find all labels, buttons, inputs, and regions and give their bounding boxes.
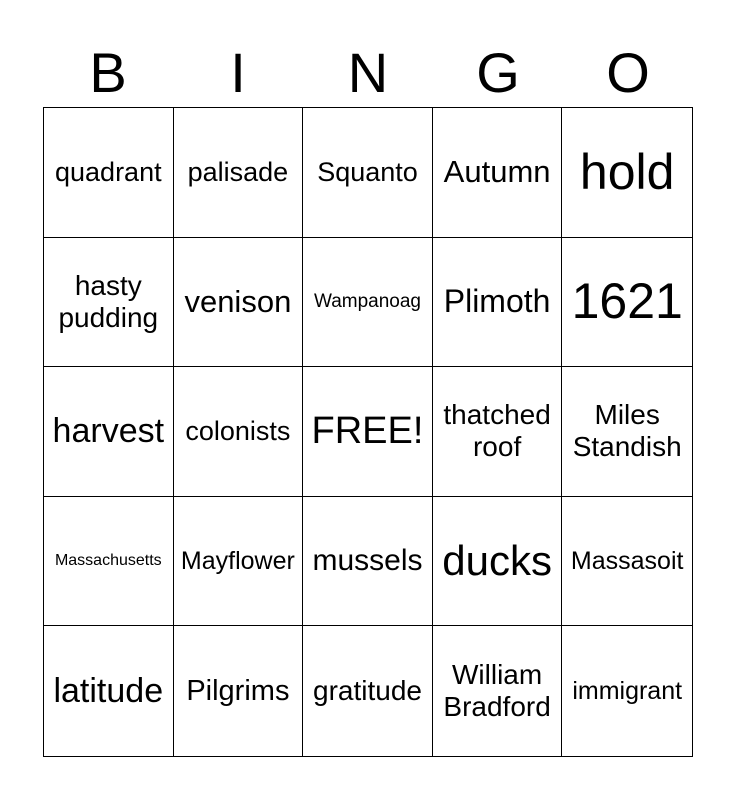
bingo-cell[interactable]: [433, 497, 563, 627]
cell-text: Miles Standish: [572, 399, 682, 463]
bingo-cell[interactable]: [433, 238, 563, 368]
cell-text: Squanto: [317, 156, 418, 187]
cell-text: Massasoit: [570, 546, 684, 575]
cell-text: latitude: [53, 671, 164, 710]
bingo-header: [43, 38, 693, 108]
cell-text: Plimoth: [443, 283, 551, 320]
bingo-cell[interactable]: [433, 108, 563, 238]
bingo-cell[interactable]: [562, 497, 692, 627]
bingo-cell[interactable]: [174, 626, 304, 756]
bingo-cell[interactable]: [562, 367, 692, 497]
bingo-cell[interactable]: [44, 626, 174, 756]
cell-text: Mayflower: [180, 546, 295, 575]
bingo-cell[interactable]: [44, 497, 174, 627]
cell-text: colonists: [185, 415, 291, 446]
cell-text: venison: [184, 284, 292, 320]
bingo-cell[interactable]: [562, 108, 692, 238]
bingo-cell[interactable]: [562, 626, 692, 756]
cell-text: hasty pudding: [58, 269, 159, 333]
bingo-cell[interactable]: [44, 108, 174, 238]
cell-text: thatched roof: [443, 399, 551, 463]
cell-text: quadrant: [55, 156, 162, 187]
bingo-cell[interactable]: [433, 626, 563, 756]
bingo-cell[interactable]: [433, 367, 563, 497]
bingo-cell[interactable]: [44, 238, 174, 368]
header-letter-o: O: [606, 41, 650, 104]
cell-text: Massachusetts: [54, 551, 162, 569]
cell-text: Wampanoag: [313, 290, 421, 312]
bingo-cell[interactable]: [562, 238, 692, 368]
cell-text: Pilgrims: [186, 674, 290, 707]
cell-text: Autumn: [443, 154, 551, 190]
bingo-cell[interactable]: [174, 497, 304, 627]
cell-text: immigrant: [572, 676, 683, 705]
header-letter-b: B: [89, 41, 127, 104]
cell-text: William Bradford: [443, 659, 551, 723]
header-letter-n: N: [347, 41, 389, 104]
bingo-grid: [43, 107, 693, 757]
cell-text: mussels: [312, 543, 423, 577]
bingo-cell[interactable]: [303, 108, 433, 238]
bingo-cell[interactable]: [174, 108, 304, 238]
bingo-cell[interactable]: [174, 367, 304, 497]
cell-text: FREE!: [311, 409, 424, 452]
cell-text: hold: [579, 143, 675, 200]
cell-text: gratitude: [313, 675, 422, 707]
cell-text: 1621: [571, 273, 683, 330]
cell-text: ducks: [442, 536, 552, 584]
bingo-cell[interactable]: [303, 497, 433, 627]
header-letter-g: G: [476, 41, 520, 104]
cell-text: palisade: [187, 156, 289, 187]
free-space-cell[interactable]: [303, 367, 433, 497]
bingo-cell[interactable]: [174, 238, 304, 368]
bingo-cell[interactable]: [303, 626, 433, 756]
header-letter-i: I: [230, 41, 246, 104]
cell-text: harvest: [52, 411, 165, 450]
bingo-cell[interactable]: [303, 238, 433, 368]
bingo-cell[interactable]: [44, 367, 174, 497]
